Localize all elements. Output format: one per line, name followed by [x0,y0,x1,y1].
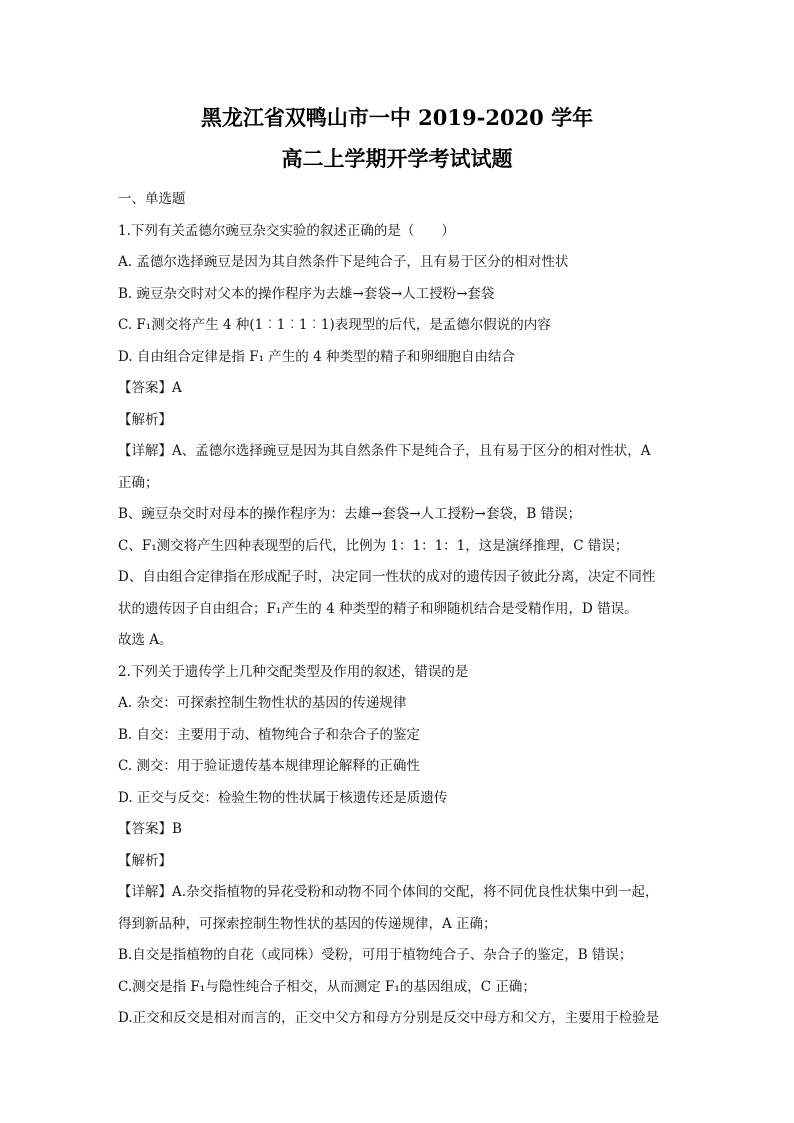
question-1-answer: 【答案】A [118,380,182,396]
question-1-detail-line-1: 【详解】A、孟德尔选择豌豆是因为其自然条件下是纯合子，且有易于区分的相对性状，A [118,443,651,459]
question-2-detail-line-4: C.测交是指 F₁与隐性纯合子相交，从而测定 F₁的基因组成，C 正确； [118,978,536,995]
question-1-option-b: B. 豌豆杂交时对父本的操作程序为去雄→套袋→人工授粉→套袋 [118,285,495,302]
question-2-option-a: A. 杂交：可探索控制生物性状的基因的传递规律 [118,695,407,711]
question-2-option-b: B. 自交：主要用于动、植物纯合子和杂合子的鉴定 [118,726,421,743]
question-2-detail-line-3: B.自交是指植物的自花（或同株）受粉，可用于植物纯合子、杂合子的鉴定，B 错误； [118,947,633,963]
question-1-detail-line-6: 状的遗传因子自由组合；F₁产生的 4 种类型的精子和卵随机结合是受精作用，D 错误。 [118,600,638,617]
question-1-detail-line-3: B、豌豆杂交时对母本的操作程序为：去雄→套袋→人工授粉→套袋，B 错误； [118,506,582,522]
question-1-option-a: A. 孟德尔选择豌豆是因为其自然条件下是纯合子，且有易于区分的相对性状 [118,254,569,270]
question-2-option-c: C. 测交：用于验证遗传基本规律理论解释的正确性 [118,758,420,774]
question-1-conclusion: 故选 A。 [118,632,173,648]
question-2-answer: 【答案】B [118,821,182,837]
document-title-line-1: 黑龙江省双鸭山市一中 2019-2020 学年 [200,105,594,130]
question-2-detail-line-2: 得到新品种，可探索控制生物性状的基因的传递规律，A 正确； [118,915,497,932]
question-1-option-c: C. F₁测交将产生 4 种(1︰1︰1︰1)表现型的后代，是孟德尔假说的内容 [118,317,551,333]
question-1-detail-line-5: D、自由组合定律指在形成配子时，决定同一性状的成对的遗传因子彼此分离，决定不同性 [118,569,656,585]
question-1-detail-line-2: 正确； [118,474,159,491]
question-1-analysis-label: 【解析】 [118,411,172,428]
section-heading: 一、单选题 [118,191,186,207]
question-2-option-d: D. 正交与反交：检验生物的性状属于核遗传还是质遗传 [118,789,448,806]
question-2-detail-line-5: D.正交和反交是相对而言的，正交中父方和母方分别是反交中母方和父方，主要用于检验是 [118,1010,660,1026]
document-title-line-2: 高二上学期开学考试试题 [281,146,513,171]
question-2-analysis-label: 【解析】 [118,852,172,869]
document-body [118,184,678,1035]
question-1-option-d: D. 自由组合定律是指 F₁ 产生的 4 种类型的精子和卵细胞自由结合 [118,348,515,365]
question-2-stem: 2.下列关于遗传学上几种交配类型及作用的叙述，错误的是 [118,663,469,680]
question-1-stem: 1.下列有关孟德尔豌豆杂交实验的叙述正确的是（ ） [118,222,455,239]
question-1-detail-line-4: C、F₁测交将产生四种表现型的后代，比例为 1：1：1：1，这是演绎推理，C 错误； [118,537,629,554]
question-2-detail-line-1: 【详解】A.杂交指植物的异花受粉和动物不同个体间的交配，将不同优良性状集中到一起， [118,884,659,900]
